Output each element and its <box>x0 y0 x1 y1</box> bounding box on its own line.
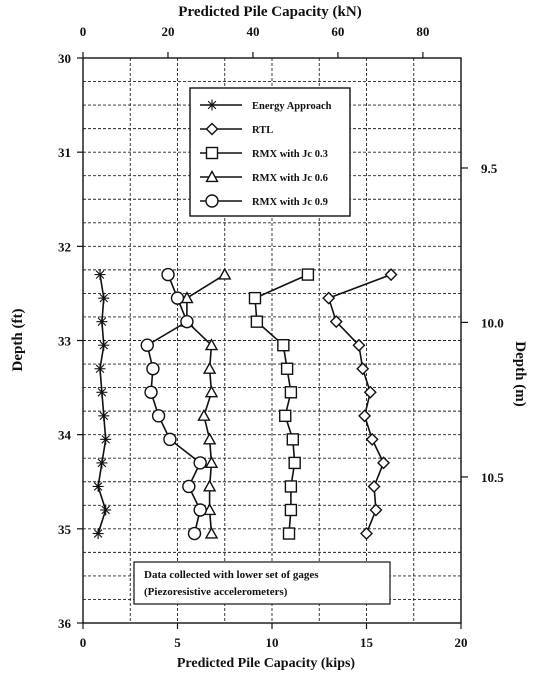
diamond-marker <box>361 528 372 539</box>
x2-tick-label: 40 <box>246 24 260 39</box>
square-marker <box>249 293 260 304</box>
x-tick-label: 20 <box>454 635 468 650</box>
asterisk-marker <box>95 363 106 374</box>
series-line <box>255 275 308 534</box>
legend-label: Energy Approach <box>252 101 332 112</box>
series-line <box>329 275 391 534</box>
legend-label: RTL <box>252 125 274 136</box>
circle-marker <box>183 480 195 492</box>
x2-tick-label: 80 <box>416 24 430 39</box>
triangle-marker <box>206 387 217 397</box>
y-tick-label: 32 <box>58 239 71 255</box>
series-line <box>147 275 200 534</box>
circle-marker <box>206 195 218 207</box>
square-marker <box>285 387 296 398</box>
x-tick-label: 10 <box>265 635 279 650</box>
circle-marker <box>189 528 201 540</box>
series-line <box>98 275 106 534</box>
square-marker <box>284 528 295 539</box>
circle-marker <box>164 433 176 445</box>
series-circle <box>141 269 206 540</box>
triangle-marker <box>204 481 215 491</box>
data-series <box>93 269 397 540</box>
asterisk-marker <box>100 434 111 445</box>
circle-marker <box>181 316 193 328</box>
asterisk-marker <box>93 528 104 539</box>
series-triangle <box>181 269 230 538</box>
y-tick-label: 30 <box>58 51 71 66</box>
circle-marker <box>194 457 206 469</box>
diamond-marker <box>370 505 381 516</box>
asterisk-marker <box>100 505 111 516</box>
triangle-marker <box>198 410 209 420</box>
bottom-axis-label: Predicted Pile Capacity (kips) <box>176 656 356 671</box>
square-marker <box>251 316 262 327</box>
diamond-marker <box>367 434 378 445</box>
legend-label: RMX with Jc 0.6 <box>252 173 328 184</box>
series-asterisk <box>93 269 112 539</box>
diamond-marker <box>369 481 380 492</box>
diamond-marker <box>378 457 389 468</box>
diamond-marker <box>386 269 397 280</box>
square-marker <box>278 340 289 351</box>
x2-tick-label: 0 <box>79 24 87 39</box>
square-marker <box>280 410 291 421</box>
y2-tick-label: 10.5 <box>481 469 504 485</box>
circle-marker <box>153 410 165 422</box>
square-marker <box>302 269 313 280</box>
asterisk-marker <box>96 387 107 398</box>
note-line: (Piezoresistive accelerometers) <box>144 586 288 598</box>
x-tick-label: 15 <box>360 635 373 650</box>
asterisk-marker <box>95 269 106 280</box>
left-axis-label: Depth (ft) <box>10 308 26 372</box>
x-tick-label: 0 <box>79 635 87 650</box>
legend <box>190 88 350 216</box>
y2-tick-label: 9.5 <box>481 160 498 176</box>
triangle-marker <box>204 434 215 444</box>
square-marker <box>285 481 296 492</box>
y-tick-label: 36 <box>58 616 71 631</box>
y2-tick-label: 10.0 <box>481 315 504 331</box>
asterisk-marker <box>207 100 218 111</box>
circle-marker <box>147 363 159 375</box>
square-marker <box>207 148 218 159</box>
note-line: Data collected with lower set of gages <box>144 569 319 581</box>
circle-marker <box>172 292 184 304</box>
right-axis-label: Depth (m) <box>512 341 528 407</box>
triangle-marker <box>206 528 217 538</box>
y-tick-label: 31 <box>58 145 71 161</box>
note-box <box>134 562 390 604</box>
asterisk-marker <box>93 481 104 492</box>
square-marker <box>287 434 298 445</box>
diamond-marker <box>323 293 334 304</box>
asterisk-marker <box>98 410 109 421</box>
circle-marker <box>145 386 157 398</box>
square-marker <box>289 457 300 468</box>
asterisk-marker <box>96 316 107 327</box>
circle-marker <box>141 339 153 351</box>
y-tick-label: 33 <box>58 333 71 349</box>
circle-marker <box>162 269 174 281</box>
legend-label: RMX with Jc 0.3 <box>252 149 328 160</box>
asterisk-marker <box>98 293 109 304</box>
y-tick-label: 35 <box>58 521 71 537</box>
series-square <box>249 269 313 539</box>
x2-tick-label: 20 <box>161 24 175 39</box>
circle-marker <box>194 504 206 516</box>
asterisk-marker <box>96 457 107 468</box>
top-axis-label: Predicted Pile Capacity (kN) <box>178 4 362 20</box>
triangle-marker <box>219 269 230 279</box>
triangle-marker <box>204 363 215 373</box>
asterisk-marker <box>98 340 109 351</box>
series-diamond <box>323 269 396 539</box>
triangle-marker <box>206 457 217 467</box>
x-tick-label: 5 <box>174 635 181 650</box>
diamond-marker <box>359 410 370 421</box>
square-marker <box>285 505 296 516</box>
square-marker <box>282 363 293 374</box>
x2-tick-label: 60 <box>331 24 345 39</box>
legend-label: RMX with Jc 0.9 <box>252 197 328 208</box>
y-tick-label: 34 <box>58 427 71 443</box>
